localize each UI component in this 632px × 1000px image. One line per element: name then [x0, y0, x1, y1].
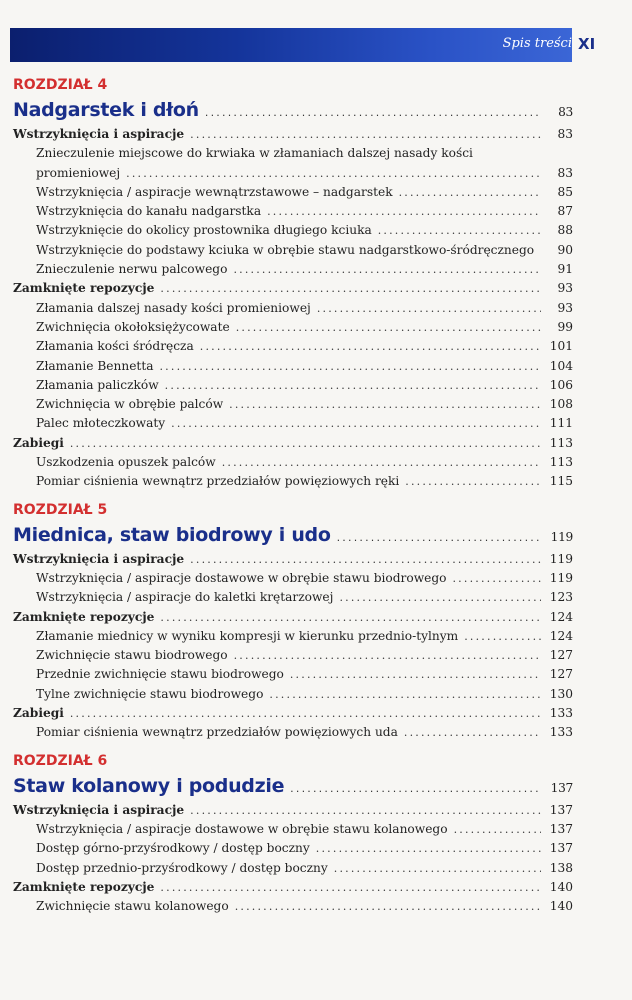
entry-page-number: 88 — [557, 223, 573, 238]
dot-leader — [200, 337, 541, 356]
entry-title: Wstrzyknięcia / aspiracje dostawowe w obrębie stawu biodrowego — [36, 570, 447, 585]
chapter-page-number: 83 — [558, 105, 573, 119]
section-title: Zamknięte repozycje — [13, 879, 155, 894]
entry-title: Palec młoteczkowaty — [36, 416, 166, 431]
dot-leader — [454, 820, 541, 839]
dot-leader — [378, 221, 541, 240]
entry-page-number: 90 — [557, 242, 573, 257]
entry-page-number: 115 — [549, 474, 573, 489]
dot-leader — [190, 125, 541, 144]
dot-leader — [70, 434, 541, 453]
header-bar — [10, 28, 572, 62]
chapter-label: ROZDZIAŁ 5 — [13, 501, 108, 518]
entry-title: Znieczulenie miejscowe do krwiaka w złamaniach dalszej nasady kości — [36, 146, 473, 161]
toc-section-row[interactable] — [13, 704, 573, 723]
dot-leader — [229, 395, 541, 414]
toc-entry-row[interactable] — [13, 646, 573, 665]
entry-title: Dostęp przednio-przyśrodkowy / dostęp boczny — [36, 860, 328, 875]
entry-title: Wstrzyknięcia do kanału nadgarstka — [36, 204, 262, 219]
chapter-title: Miednica, staw biodrowy i udo — [13, 523, 331, 546]
toc-entry-row[interactable] — [13, 260, 573, 279]
toc-entry-row[interactable] — [13, 299, 573, 318]
entry-title: Zwichnięcia okołoksiężycowate — [36, 319, 230, 334]
entry-title: Dostęp górno-przyśrodkowy / dostęp boczny — [36, 841, 310, 856]
entry-page-number: 83 — [557, 165, 573, 180]
dot-leader — [269, 685, 541, 704]
dot-leader — [190, 550, 541, 569]
toc-entry-row[interactable] — [13, 144, 573, 163]
dot-leader — [339, 588, 541, 607]
entry-title: Pomiar ciśnienia wewnątrz przedziałów powięziowych uda — [36, 725, 398, 740]
dot-leader — [317, 299, 541, 318]
entry-title: Znieczulenie nerwu palcowego — [36, 262, 228, 277]
entry-title: Pomiar ciśnienia wewnątrz przedziałów powięziowych ręki — [36, 474, 400, 489]
table-of-contents — [13, 75, 573, 916]
toc-section-row[interactable] — [13, 279, 573, 298]
toc-section-row[interactable] — [13, 434, 573, 453]
chapter-title: Staw kolanowy i podudzie — [13, 774, 285, 797]
dot-leader — [233, 260, 541, 279]
entry-page-number: 93 — [557, 281, 573, 296]
entry-title: Wstrzyknięcia / aspiracje wewnątrzstawowe – nadgarstek — [36, 184, 393, 199]
entry-page-number: 119 — [549, 570, 573, 585]
entry-title: promieniowej — [36, 165, 121, 180]
chapter-title: Nadgarstek i dłoń — [13, 99, 199, 121]
toc-entry-row[interactable] — [13, 318, 573, 337]
toc-entry-row[interactable] — [13, 685, 573, 704]
entry-page-number: 119 — [549, 551, 573, 566]
entry-page-number: 130 — [549, 686, 573, 701]
entry-page-number: 113 — [549, 435, 573, 450]
toc-section-row[interactable] — [13, 801, 573, 820]
entry-page-number: 111 — [549, 416, 573, 431]
section-title: Wstrzyknięcia i aspiracje — [13, 551, 185, 566]
entry-title: Uszkodzenia opuszek palców — [36, 455, 216, 470]
entry-page-number: 124 — [549, 628, 573, 643]
dot-leader — [190, 801, 541, 820]
dot-leader — [160, 608, 541, 627]
dot-leader — [399, 183, 541, 202]
entry-title: Tylne zwichnięcie stawu biodrowego — [36, 686, 264, 701]
entry-page-number: 138 — [549, 860, 573, 875]
dot-leader — [316, 839, 541, 858]
dot-leader — [205, 98, 541, 128]
dot-leader — [235, 897, 541, 916]
entry-title: Złamanie miednicy w wyniku kompresji w kierunku przednio-tylnym — [36, 628, 459, 643]
entry-title: Zwichnięcia w obrębie palców — [36, 397, 224, 412]
entry-page-number: 91 — [557, 262, 573, 277]
entry-title: Złamanie Bennetta — [36, 358, 154, 373]
entry-page-number: 104 — [549, 358, 573, 373]
dot-leader — [160, 279, 541, 298]
dot-leader — [464, 627, 541, 646]
dot-leader — [222, 453, 541, 472]
dot-leader — [171, 414, 541, 433]
entry-page-number: 87 — [557, 204, 573, 219]
entry-page-number: 106 — [549, 377, 573, 392]
toc-entry-row[interactable] — [13, 839, 573, 858]
toc-entry-row[interactable] — [13, 221, 573, 240]
dot-leader — [234, 646, 541, 665]
dot-leader — [290, 774, 541, 804]
chapter-page-number: 119 — [550, 529, 573, 544]
section-title: Zamknięte repozycje — [13, 281, 155, 296]
dot-leader — [404, 723, 541, 742]
entry-title: Przednie zwichnięcie stawu biodrowego — [36, 667, 284, 682]
toc-entry-row[interactable] — [13, 820, 573, 839]
section-title: Wstrzyknięcia i aspiracje — [13, 127, 185, 141]
dot-leader — [160, 878, 541, 897]
toc-section-row[interactable] — [13, 550, 573, 569]
toc-entry-row[interactable] — [13, 472, 573, 491]
dot-leader — [236, 318, 541, 337]
entry-page-number: 137 — [549, 841, 573, 856]
toc-entry-row[interactable] — [13, 453, 573, 472]
entry-page-number: 133 — [549, 725, 573, 740]
toc-entry-row[interactable] — [13, 665, 573, 684]
toc-entry-row[interactable] — [13, 588, 573, 607]
entry-page-number: 124 — [549, 609, 573, 624]
entry-page-number: 99 — [557, 319, 573, 334]
entry-title: Złamania kości śródręcza — [36, 339, 194, 354]
entry-title: Złamania dalszej nasady kości promieniowej — [36, 300, 311, 315]
dot-leader — [70, 704, 541, 723]
dot-leader — [267, 202, 541, 221]
entry-page-number: 83 — [557, 127, 573, 141]
entry-title: Wstrzyknięcie do podstawy kciuka w obrębie stawu nadgarstkowo-śródręcznego — [36, 242, 535, 257]
toc-entry-row[interactable] — [13, 357, 573, 376]
entry-page-number: 127 — [549, 648, 573, 663]
dot-leader — [405, 472, 541, 491]
toc-section-row[interactable] — [13, 878, 573, 897]
dot-leader — [452, 569, 541, 588]
chapter-title-row[interactable] — [13, 771, 573, 801]
toc-entry-row[interactable] — [13, 414, 573, 433]
toc-entry-row[interactable] — [13, 395, 573, 414]
toc-entry-row[interactable] — [13, 241, 573, 260]
toc-entry-row[interactable] — [13, 164, 573, 183]
page-number: XI — [578, 35, 596, 53]
entry-page-number: 85 — [557, 184, 573, 199]
chapter-page-number: 137 — [550, 780, 573, 795]
entry-page-number: 133 — [549, 706, 573, 721]
entry-page-number: 123 — [549, 590, 573, 605]
entry-page-number: 113 — [549, 455, 573, 470]
toc-entry-row[interactable] — [13, 569, 573, 588]
entry-title: Wstrzyknięcia / aspiracje dostawowe w obrębie stawu kolanowego — [36, 821, 448, 836]
entry-page-number: 101 — [549, 339, 573, 354]
toc-section-row[interactable] — [13, 125, 573, 144]
chapter-title-row[interactable] — [13, 520, 573, 550]
toc-entry-row[interactable] — [13, 723, 573, 742]
chapter-label: ROZDZIAŁ 6 — [13, 752, 108, 769]
toc-section-row[interactable] — [13, 608, 573, 627]
toc-entry-row[interactable] — [13, 859, 573, 878]
chapter-title-row[interactable] — [13, 95, 573, 125]
dot-leader — [126, 164, 541, 183]
toc-entry-row[interactable] — [13, 202, 573, 221]
dot-leader — [290, 665, 541, 684]
entry-page-number: 140 — [549, 879, 573, 894]
toc-entry-row[interactable] — [13, 376, 573, 395]
section-title: Wstrzyknięcia i aspiracje — [13, 802, 185, 817]
entry-title: Wstrzyknięcie do okolicy prostownika długiego kciuka — [36, 223, 372, 238]
dot-leader — [165, 376, 541, 395]
toc-entry-row[interactable] — [13, 183, 573, 202]
entry-page-number: 137 — [549, 821, 573, 836]
toc-entry-row[interactable] — [13, 897, 573, 916]
section-title: Zamknięte repozycje — [13, 609, 155, 624]
chapter-label: ROZDZIAŁ 4 — [13, 77, 108, 93]
dot-leader — [334, 859, 541, 878]
entry-page-number: 137 — [549, 802, 573, 817]
section-title: Zabiegi — [13, 706, 64, 721]
entry-page-number: 108 — [549, 397, 573, 412]
running-header-title: Spis treści — [502, 36, 572, 51]
entry-page-number: 140 — [549, 899, 573, 914]
toc-entry-row[interactable] — [13, 337, 573, 356]
dot-leader — [159, 357, 541, 376]
entry-title: Zwichnięcie stawu kolanowego — [36, 899, 229, 914]
entry-page-number: 127 — [549, 667, 573, 682]
section-title: Zabiegi — [13, 435, 64, 450]
dot-leader — [540, 241, 541, 260]
entry-title: Złamania paliczków — [36, 377, 159, 392]
entry-title: Zwichnięcie stawu biodrowego — [36, 648, 228, 663]
dot-leader — [337, 523, 541, 553]
entry-title: Wstrzyknięcia / aspiracje do kaletki krętarzowej — [36, 590, 334, 605]
toc-entry-row[interactable] — [13, 627, 573, 646]
entry-page-number: 93 — [557, 300, 573, 315]
